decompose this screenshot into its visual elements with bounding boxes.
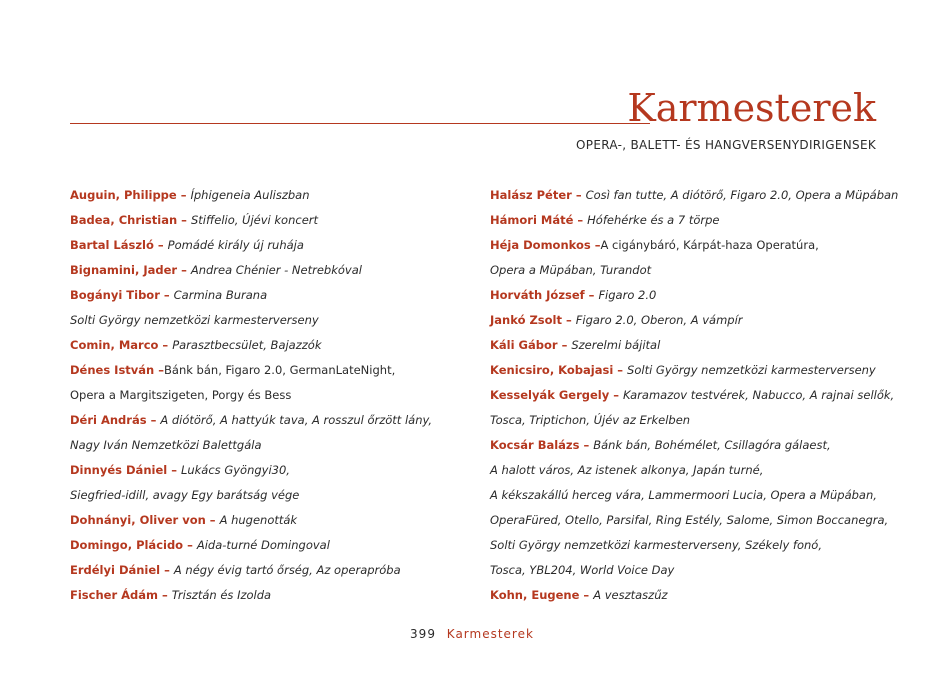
entry-dash: – (557, 338, 572, 352)
conductor-works: A halott város, Az istenek alkonya, Japán turné, (490, 463, 764, 477)
entry-dash: – (205, 513, 220, 527)
conductor-works: Aida-turné Domingoval (196, 538, 330, 552)
conductor-name: Domingo, Plácido (70, 538, 184, 552)
conductor-entry (70, 583, 480, 608)
conductor-entry (70, 408, 480, 433)
conductor-entry (70, 508, 480, 533)
entry-dash: – (177, 213, 191, 227)
entry-dash: – (579, 438, 594, 452)
conductor-name: Auguin, Philippe (70, 188, 177, 202)
conductor-name: Bignamini, Jader (70, 263, 178, 277)
entry-dash: – (159, 288, 174, 302)
conductor-name: Dinnyés Dániel (70, 463, 168, 477)
conductor-entry (490, 283, 900, 308)
conductor-entry (490, 558, 900, 583)
conductor-entry (70, 233, 480, 258)
footer-section-label: Karmesterek (446, 627, 534, 641)
entry-dash: – (584, 288, 599, 302)
conductor-works: Opera a Müpában, Turandot (490, 263, 652, 277)
conductor-entry (490, 383, 900, 408)
conductor-name: Bartal László (70, 238, 154, 252)
entry-dash: – (158, 588, 172, 602)
entry-dash: – (154, 363, 165, 377)
conductor-entry (70, 358, 480, 383)
conductor-name: Kohn, Eugene (490, 588, 580, 602)
conductor-works: Hófehérke és a 7 törpe (587, 213, 720, 227)
conductor-name: Hámori Máté (490, 213, 574, 227)
entry-dash: – (183, 538, 197, 552)
entry-dash: – (160, 563, 174, 577)
conductor-works: Tosca, YBL204, World Voice Day (490, 563, 675, 577)
right-column (490, 183, 900, 608)
entry-dash: – (573, 213, 588, 227)
conductor-name: Kenicsiro, Kobajasi (490, 363, 614, 377)
conductor-entry (70, 308, 480, 333)
entry-dash: – (176, 188, 191, 202)
conductor-works: Bánk bán, Bohémélet, Csillagóra gálaest, (593, 438, 831, 452)
conductor-entry (490, 358, 900, 383)
entry-dash: – (167, 463, 181, 477)
conductor-works: A vesztaszűz (593, 588, 668, 602)
conductor-works: Figaro 2.0, Oberon, A vámpír (575, 313, 743, 327)
conductor-entry (70, 183, 480, 208)
conductor-works: Stiffelio, Újévi koncert (190, 213, 319, 227)
conductor-name: Jankó Zsolt (490, 313, 562, 327)
entry-dash: – (609, 388, 623, 402)
conductor-name: Erdélyi Dániel (70, 563, 161, 577)
conductor-works: Così fan tutte, A diótörő, Figaro 2.0, Opera a Müpában (585, 188, 899, 202)
page-footer (0, 626, 944, 642)
conductor-name: Dohnányi, Oliver von (70, 513, 206, 527)
conductor-entry (70, 558, 480, 583)
conductor-name: Kesselyák Gergely (490, 388, 610, 402)
header-rule (70, 123, 650, 124)
conductor-works: OperaFüred, Otello, Parsifal, Ring Estély, Salome, Simon Boccanegra, (490, 513, 889, 527)
conductor-entry (70, 333, 480, 358)
entry-dash: – (146, 413, 161, 427)
entry-dash: – (177, 263, 191, 277)
conductor-entry (490, 333, 900, 358)
conductor-entry (490, 533, 900, 558)
conductor-works: A diótörő, A hattyúk tava, A rosszul őrzött lány, (160, 413, 433, 427)
conductor-name: Káli Gábor (490, 338, 558, 352)
conductor-entry (490, 258, 900, 283)
conductor-works: Karamazov testvérek, Nabucco, A rajnai sellők, (623, 388, 895, 402)
conductor-name: Comin, Marco (70, 338, 159, 352)
conductor-name: Dénes István (70, 363, 155, 377)
conductor-entry (70, 458, 480, 483)
conductor-name: Halász Péter (490, 188, 572, 202)
conductor-entry (490, 408, 900, 433)
conductor-entry (490, 583, 900, 608)
conductor-works: Trisztán és Izolda (171, 588, 272, 602)
page-title: Karmesterek (627, 86, 876, 130)
conductor-works: A hugenották (219, 513, 298, 527)
conductor-name: Fischer Ádám (70, 588, 158, 602)
conductor-entry (490, 208, 900, 233)
entry-dash: – (590, 238, 601, 252)
conductor-works: Solti György nemzetközi karmesterverseny, Székely fonó, (490, 538, 822, 552)
conductor-works: Bánk bán, Figaro 2.0, GermanLateNight, (164, 363, 396, 377)
conductor-works: Íphigeneia Auliszban (190, 188, 310, 202)
entry-dash: – (579, 588, 594, 602)
entry-dash: – (571, 188, 586, 202)
conductor-name: Déri András (70, 413, 147, 427)
conductor-works: A négy évig tartó őrség, Az operapróba (173, 563, 401, 577)
conductor-name: Héja Domonkos (490, 238, 591, 252)
conductor-works: Nagy Iván Nemzetközi Balettgála (70, 438, 262, 452)
conductor-entry (490, 183, 900, 208)
conductor-entry (70, 483, 480, 508)
conductor-entry (490, 508, 900, 533)
conductor-works: A kékszakállú herceg vára, Lammermoori Lucia, Opera a Müpában, (490, 488, 877, 502)
conductor-works: Solti György nemzetközi karmesterverseny (70, 313, 319, 327)
conductor-entry (490, 483, 900, 508)
entry-dash: – (613, 363, 628, 377)
entry-dash: – (158, 338, 173, 352)
conductor-entry (70, 283, 480, 308)
conductor-works: Parasztbecsület, Bajazzók (172, 338, 322, 352)
conductor-name: Kocsár Balázs (490, 438, 580, 452)
conductor-works: A cigánybáró, Kárpát-haza Operatúra, (600, 238, 819, 252)
conductor-entry (490, 458, 900, 483)
conductor-works: Figaro 2.0 (598, 288, 657, 302)
page-number: 399 (410, 627, 436, 641)
conductor-name: Badea, Christian (70, 213, 178, 227)
conductor-entry (70, 433, 480, 458)
conductor-entry (70, 383, 480, 408)
left-column (70, 183, 480, 608)
entry-dash: – (153, 238, 168, 252)
page-subtitle: OPERA-, BALETT- ÉS HANGVERSENYDIRIGENSEK (576, 138, 876, 152)
conductor-entry (490, 433, 900, 458)
conductor-works: Szerelmi bájital (571, 338, 661, 352)
conductor-works: Andrea Chénier - Netrebkóval (190, 263, 362, 277)
conductor-works: Pomádé király új ruhája (167, 238, 304, 252)
entry-dash: – (562, 313, 576, 327)
conductor-name: Bogányi Tibor (70, 288, 160, 302)
conductor-name: Horváth József (490, 288, 585, 302)
conductor-entry (490, 233, 900, 258)
conductor-entry (70, 258, 480, 283)
conductor-entry (70, 533, 480, 558)
conductor-works: Lukács Gyöngyi30, (180, 463, 290, 477)
conductor-entry (70, 208, 480, 233)
conductor-works: Tosca, Triptichon, Újév az Erkelben (490, 413, 691, 427)
conductor-works: Opera a Margitszigeten, Porgy és Bess (70, 388, 292, 402)
conductor-works: Siegfried-idill, avagy Egy barátság vége (70, 488, 300, 502)
conductor-entry (490, 308, 900, 333)
conductor-works: Carmina Burana (173, 288, 268, 302)
conductor-works: Solti György nemzetközi karmesterverseny (627, 363, 876, 377)
